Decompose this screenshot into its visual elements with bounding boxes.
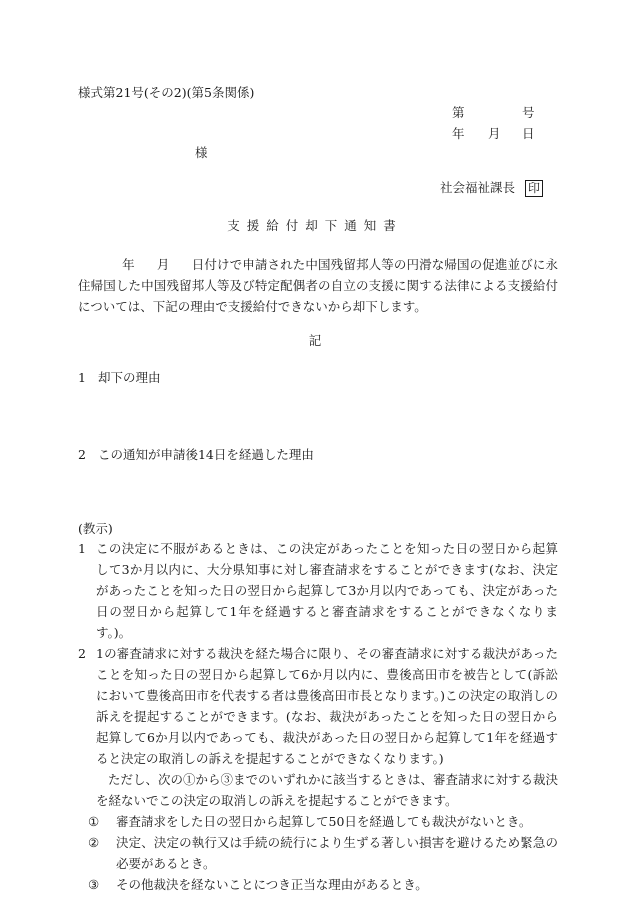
instruction-text: この決定に不服があるときは、この決定があったことを知った日の翌日から起算して3か月以内に、大分県知事に対し審査請求をすることができます(なお、決定があったことを知った日の翌日から起算して3か月以内であっても、決定があった日の翌日から起算して1年を経過すると審査請求をすることができなくなります。)。 bbox=[96, 541, 558, 640]
date-month: 月 bbox=[488, 126, 501, 141]
body-text: 日付けで申請された中国残留邦人等の円滑な帰国の促進並びに永住帰国した中国残留邦人等及び特定配偶者の自立の支援に関する法律による支援給付については、下記の理由で支援給付できないから却下します。 bbox=[78, 257, 558, 314]
addressee: 様 bbox=[195, 145, 208, 160]
date-day: 日 bbox=[522, 126, 535, 141]
section-number: 1 bbox=[78, 370, 86, 385]
instruction-text: 1の審査請求に対する裁決を経た場合に限り、その審査請求に対する裁決があったことを知った日の翌日から起算して6か月以内に、豊後高田市を被告として(訴訟において豊後高田市を代表する者は豊後高田市長となります。)この決定の取消しの訴えを提起することができます。(なお、裁決があったことを知った日の翌日から起算して6か月以内であっても、裁決があった日の翌日から起算して1年を経過すると決定の取消しの訴えを提起することができなくなります。) bbox=[96, 646, 558, 766]
subitem-mark: ③ bbox=[88, 877, 100, 892]
instruction-item bbox=[78, 643, 558, 769]
section-rejection-reason bbox=[78, 368, 160, 386]
section-number: 2 bbox=[78, 447, 86, 462]
section-label: この通知が申請後14日を経過した理由 bbox=[97, 447, 314, 462]
section-label: 却下の理由 bbox=[97, 370, 161, 385]
proviso-subitem bbox=[78, 874, 558, 895]
number-label-first: 第 bbox=[452, 105, 465, 120]
instruction-number: 2 bbox=[78, 646, 86, 661]
instruction-list bbox=[78, 538, 558, 895]
instruction-item bbox=[78, 538, 558, 643]
number-label-second: 号 bbox=[522, 105, 535, 120]
subitem-text: 決定、決定の執行又は手続の続行により生ずる著しい損害を避けるため緊急の必要があるとき。 bbox=[116, 835, 558, 871]
subitem-mark: ① bbox=[88, 814, 100, 829]
subitem-text: その他裁決を経ないことにつき正当な理由があるとき。 bbox=[116, 877, 428, 892]
sender-title: 社会福祉課長 bbox=[440, 180, 516, 195]
form-code: 様式第21号(その2)(第5条関係) bbox=[78, 85, 255, 100]
date-year: 年 bbox=[452, 126, 465, 141]
body-date-month: 月 bbox=[156, 257, 170, 272]
proviso-subitem bbox=[78, 832, 558, 874]
document-title: 支援給付却下通知書 bbox=[227, 218, 403, 233]
instruction-number: 1 bbox=[78, 541, 86, 556]
sender bbox=[440, 178, 543, 197]
instruction-heading: (教示) bbox=[78, 521, 113, 536]
section-delay-reason bbox=[78, 445, 314, 463]
subitem-text: 審査請求をした日の翌日から起算して50日を経過しても裁決がないとき。 bbox=[116, 814, 532, 829]
body-date-year: 年 bbox=[122, 257, 135, 272]
ki-heading: 記 bbox=[308, 333, 322, 348]
proviso-subitem bbox=[78, 811, 558, 832]
seal-stamp: 印 bbox=[525, 180, 543, 197]
proviso-text: ただし、次の①から③までのいずれかに該当するときは、審査請求に対する裁決を経ないでこの決定の取消しの訴えを提起することができます。 bbox=[96, 772, 559, 808]
body-paragraph bbox=[78, 254, 558, 317]
subitem-mark: ② bbox=[88, 835, 100, 850]
